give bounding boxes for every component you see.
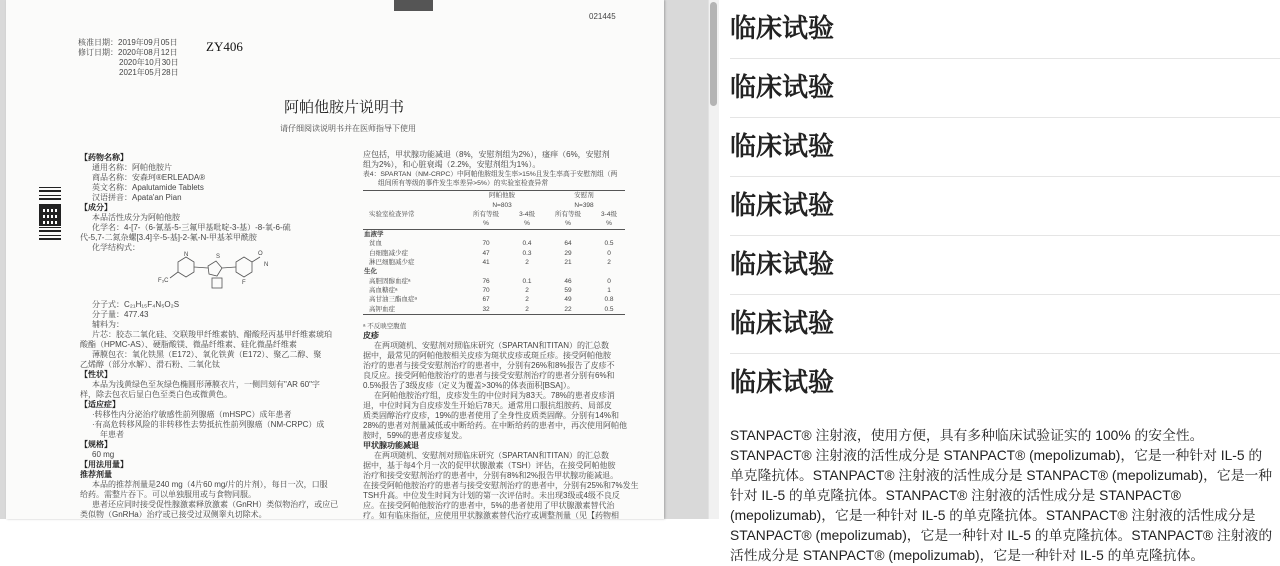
table-group-label: 生化 — [364, 268, 377, 276]
table-cell: 0.8 — [604, 296, 614, 304]
section-heading: 【适应症】 — [80, 400, 120, 409]
text-line: 组为2%），和心脏衰竭（2.2%，安慰剂组为1%）。 — [363, 160, 541, 169]
section-heading: 【用法用量】 — [80, 460, 128, 469]
scrollbar-thumb[interactable] — [710, 2, 717, 106]
document-subtitle: 请仔细阅读说明书并在医师指导下使用 — [280, 124, 416, 133]
text-line: 薄膜包衣：氧化铁黑（E172）、氧化铁黄（E172）、聚乙二醇、聚 — [92, 350, 322, 359]
text-line: 通用名称：阿帕他胺片 — [92, 163, 172, 172]
text-line: 治疗和接受安慰剂治疗的患者中，分别有8%和2%报告甲状腺功能减退。 — [363, 471, 619, 480]
section-heading-clinical-trials: 临床试验 — [730, 177, 1280, 236]
text-line: 辅料为： — [92, 320, 124, 329]
text-line: ·有高危转移风险的非转移性去势抵抗性前列腺癌（NM-CRPC）成 — [92, 420, 325, 429]
structure-label-cf3: F₃C — [158, 278, 169, 284]
table-header: N=398 — [574, 201, 594, 209]
text-line: 样，除去包衣后显白色至类白色或微黄色。 — [80, 390, 232, 399]
revision-date: 修订日期：2020年08月12日 — [78, 48, 178, 57]
table-cell: 0 — [607, 277, 611, 285]
text-line: 据中，最常见的阿帕他胺相关皮疹为斑状皮疹或斑丘疹。接受阿帕他胺 — [363, 351, 611, 360]
table-cell: 32 — [461, 305, 511, 315]
section-heading-clinical-trials: 临床试验 — [730, 236, 1280, 295]
text-line: 年患者 — [100, 430, 124, 439]
text-line: 商品名称：安森珂®ERLEADA® — [92, 173, 206, 182]
table-cell: 0.3 — [522, 249, 532, 257]
text-line: 给药。需整片吞下。可以单独服用或与食物同服。 — [80, 490, 256, 499]
table-cell: 0 — [607, 249, 611, 257]
table-cell: 59 — [564, 287, 572, 295]
section-heading-clinical-trials: 临床试验 — [730, 118, 1280, 177]
structure-label-nh: N — [264, 262, 269, 268]
table-header: 安慰剂 — [543, 191, 625, 201]
section-heading: 【药物名称】 — [80, 153, 128, 162]
text-line: 胺时，59%的患者皮疹复发。 — [363, 431, 468, 440]
scan-mark — [394, 0, 433, 11]
table-row — [363, 295, 625, 304]
text-line: 分子式：C₂₁H₁₅F₄N₅O₂S — [92, 300, 180, 309]
section-heading-clinical-trials: 临床试验 — [730, 368, 835, 398]
text-line: 本品为浅黄绿色至灰绿色椭圆形薄膜衣片，一侧凹刻有"AR 60"字 — [92, 380, 320, 389]
adverse-events-table — [363, 190, 625, 315]
table-header: 阿帕他胺 — [461, 191, 543, 201]
table-group-label: 血液学 — [364, 230, 384, 238]
text-line: 英文名称：Apalutamide Tablets — [92, 183, 204, 192]
section-heading: 【规格】 — [80, 440, 112, 449]
section-heading: 皮疹 — [363, 331, 379, 340]
text-line: 28%的患者对剂量减低或中断给药。在中断给药的患者中，再次使用阿帕他 — [363, 421, 628, 430]
table-row — [363, 239, 625, 248]
table-cell: 0.1 — [522, 277, 532, 285]
table-header: 所有等级 — [555, 210, 581, 218]
handwritten-code: ZY406 — [206, 39, 243, 54]
qr-code-icon — [39, 204, 61, 226]
table-row — [363, 305, 625, 315]
table-header: 3-4级 — [519, 210, 535, 218]
table-header — [363, 219, 461, 229]
text-line: 化学名：4-[7-（6-氰基-5-三氟甲基吡啶-3-基）-8-氧-6-硫 — [92, 223, 291, 232]
text-line: 酸酯（HPMC-AS）、硬脂酸镁、微晶纤维素、硅化微晶纤维素 — [80, 340, 297, 349]
text-line: 应。在接受阿帕他胺治疗的患者中，5%的患者使用了甲状腺激素替代治 — [363, 501, 615, 510]
text-line: 患者还应同时接受促性腺激素释放激素（GnRH）类似物治疗，或应已 — [92, 500, 339, 509]
text-line: 据中，基于每4个月一次的促甲状腺激素（TSH）评估，在接受阿帕他胺 — [363, 461, 616, 470]
structure-label-f: F — [242, 280, 246, 286]
side-content-panel — [718, 0, 1280, 563]
table-cell: 29 — [564, 249, 572, 257]
section-heading-clinical-trials: 临床试验 — [730, 0, 1280, 59]
barcode-icon — [39, 226, 61, 240]
revision-date: 2021年05月28日 — [119, 68, 179, 77]
table-cell: 70 — [482, 240, 490, 248]
text-line: 在两项随机、安慰剂对照临床研究（SPARTAN和TITAN）的汇总数 — [374, 451, 609, 460]
table-header: % — [543, 219, 593, 229]
table-footnote: ᵃ 不反映空腹值 — [363, 323, 407, 330]
table-header: % — [593, 219, 625, 229]
text-line: 类似物（GnRHa）治疗或已接受过双侧睾丸切除术。 — [80, 510, 267, 519]
approval-date: 核准日期：2019年09月05日 — [78, 38, 178, 47]
table-caption: 组间所有等级的事件发生率差异>5%）的实验室检查异常 — [378, 180, 549, 187]
section-heading: 【成分】 — [80, 203, 112, 212]
table-cell: 2 — [607, 258, 611, 266]
text-line: 治疗的患者与接受安慰剂治疗的患者中，分别有26%和8%报告了皮疹不 — [363, 361, 615, 370]
table-cell: 白细胞减少症 — [369, 249, 408, 257]
table-cell: 0.5 — [604, 240, 614, 248]
table-cell: 0.5 — [593, 305, 625, 315]
table-cell: 64 — [564, 240, 572, 248]
structure-label-n: N — [184, 252, 189, 258]
table-header — [363, 191, 461, 201]
text-line: 良反应。接受阿帕他胺治疗的患者与接受安慰剂治疗的患者分别有6%和 — [363, 371, 615, 380]
structure-label-o: O — [258, 251, 263, 257]
table-cell: 76 — [482, 277, 490, 285]
table-cell: 0.4 — [522, 240, 532, 248]
section-heading-clinical-trials: 临床试验 — [730, 295, 1280, 354]
text-line: 分子量：477.43 — [92, 310, 149, 319]
table-cell: 高甘油三酯血症ᵃ — [369, 296, 417, 304]
text-line: 在接受阿帕他胺治疗的患者与接受安慰剂治疗的患者中，分别有25%和7%发生 — [363, 481, 639, 490]
text-line: 0.5%报告了3级皮疹（定义为覆盖>30%的体表面积[BSA]）。 — [363, 381, 575, 390]
text-line: TSH升高。中位发生时间为计划的第一次评估时。未出现3级或4级不良反 — [363, 491, 620, 500]
structure-label-s: S — [216, 254, 221, 260]
table-cell: 高钾血症 — [363, 305, 461, 315]
table-cell: 49 — [564, 296, 572, 304]
table-cell: 2 — [511, 305, 543, 315]
text-line: 疗。如有临床指征，应使用甲状腺激素替代治疗或调整剂量（见【药物相 — [363, 511, 619, 520]
text-line: ·转移性内分泌治疗敏感性前列腺癌（mHSPC）成年患者 — [92, 410, 292, 419]
text-line: 本品的推荐剂量是240 mg（4片60 mg/片的片剂），每日一次，口服 — [92, 480, 328, 489]
table-cell: 67 — [482, 296, 490, 304]
text-line: 汉语拼音：Apata'an Pian — [92, 193, 182, 202]
revision-date: 2020年10月30日 — [119, 58, 179, 67]
table-cell: 2 — [525, 287, 529, 295]
table-cell: 70 — [482, 287, 490, 295]
text-line: 乙烯醇（部分水解）、滑石粉、二氧化钛 — [80, 360, 220, 369]
table-caption: 表4：SPARTAN（NM-CRPC）中阿帕他胺组发生率>15%且发生率高于安慰剂组（两 — [363, 171, 618, 178]
text-line: 本品活性成分为阿帕他胺 — [92, 213, 180, 222]
text-line: 在两项随机、安慰剂对照临床研究（SPARTAN和TITAN）的汇总数 — [374, 341, 609, 350]
chemical-structure-diagram — [156, 248, 276, 298]
section-heading: 甲状腺功能减退 — [363, 441, 419, 450]
table-header: 实验室检查异常 — [369, 210, 415, 218]
table-row — [363, 286, 625, 295]
section-heading-clinical-trials: 临床试验 — [730, 59, 1280, 118]
text-line: 在阿帕他胺治疗组，皮疹发生的中位时间为83天。78%的患者皮疹消 — [374, 391, 615, 400]
text-line: 应包括，甲状腺功能减退（8%，安慰剂组为2%），瘙痒（6%，安慰剂 — [363, 150, 610, 159]
table-cell: 高血糖症ᵃ — [369, 287, 398, 295]
document-code: 021445 — [589, 12, 616, 21]
table-header: % — [461, 219, 511, 229]
table-row — [363, 277, 625, 286]
table-cell: 47 — [482, 249, 490, 257]
product-description: STANPACT® 注射液，使用方便，具有多种临床试验证实的 100% 的安全性。STANPACT® 注射液的活性成分是 STANPACT® (mepolizumab)，它是一种针对 IL-5 的单克隆抗体。STANPACT® 注射液的活性成分是 STANPACT® (mepolizumab)，它是一种针对 IL-5 的单克隆抗体。STANPACT® 注射液的活性成分是 STANPACT® (mepolizumab)，它是一种针对 IL-5 的单克隆抗体。STANPACT® 注射液的活性成分是 STANPACT® (mepolizumab)，它是一种针对 IL-5 的单克隆抗体。STANPACT® 注射液的活性成分是 STANPACT® (mepolizumab)，它是一种针对 IL-5 的单克隆抗体。 — [730, 428, 1273, 563]
table-cell: 41 — [482, 258, 490, 266]
table-cell: 21 — [564, 258, 572, 266]
text-line: 退，中位时间为自皮疹发生开始后78天。通常用口服抗组胺药、局部皮 — [363, 401, 612, 410]
table-cell: 2 — [525, 296, 529, 304]
document-page — [6, 0, 664, 519]
text-line: 质类固醇治疗皮疹，19%的患者使用了全身性皮质类固醇。分别有14%和 — [363, 411, 620, 420]
table-header: 所有等级 — [473, 210, 500, 218]
table-cell: 贫血 — [369, 240, 382, 248]
text-line: 60 mg — [92, 450, 115, 459]
section-heading: 推荐剂量 — [80, 470, 112, 479]
table-header: 3-4级 — [601, 210, 617, 218]
section-heading: 【性状】 — [80, 370, 112, 379]
table-header: N=803 — [492, 201, 512, 209]
table-row — [363, 248, 625, 257]
table-cell: 1 — [607, 287, 611, 295]
table-cell: 淋巴细胞减少症 — [369, 258, 415, 266]
barcode-icon — [39, 184, 61, 200]
table-cell: 2 — [525, 258, 529, 266]
table-cell: 22 — [543, 305, 593, 315]
table-header — [363, 200, 461, 209]
table-header: % — [511, 219, 543, 229]
text-line: 片芯：胶态二氧化硅、交联羧甲纤维素钠、醋酸羟丙基甲纤维素琥珀 — [92, 330, 332, 339]
text-line: 代-5,7-二氮杂螺[3.4]辛-5-基]-2-氟-N-甲基苯甲酰胺 — [80, 233, 257, 242]
text-line: 化学结构式： — [92, 243, 140, 252]
table-row — [363, 258, 625, 267]
table-cell: 高胆固醇血症ᵃ — [369, 277, 411, 285]
table-cell: 46 — [564, 277, 572, 285]
document-title: 阿帕他胺片说明书 — [284, 99, 405, 116]
